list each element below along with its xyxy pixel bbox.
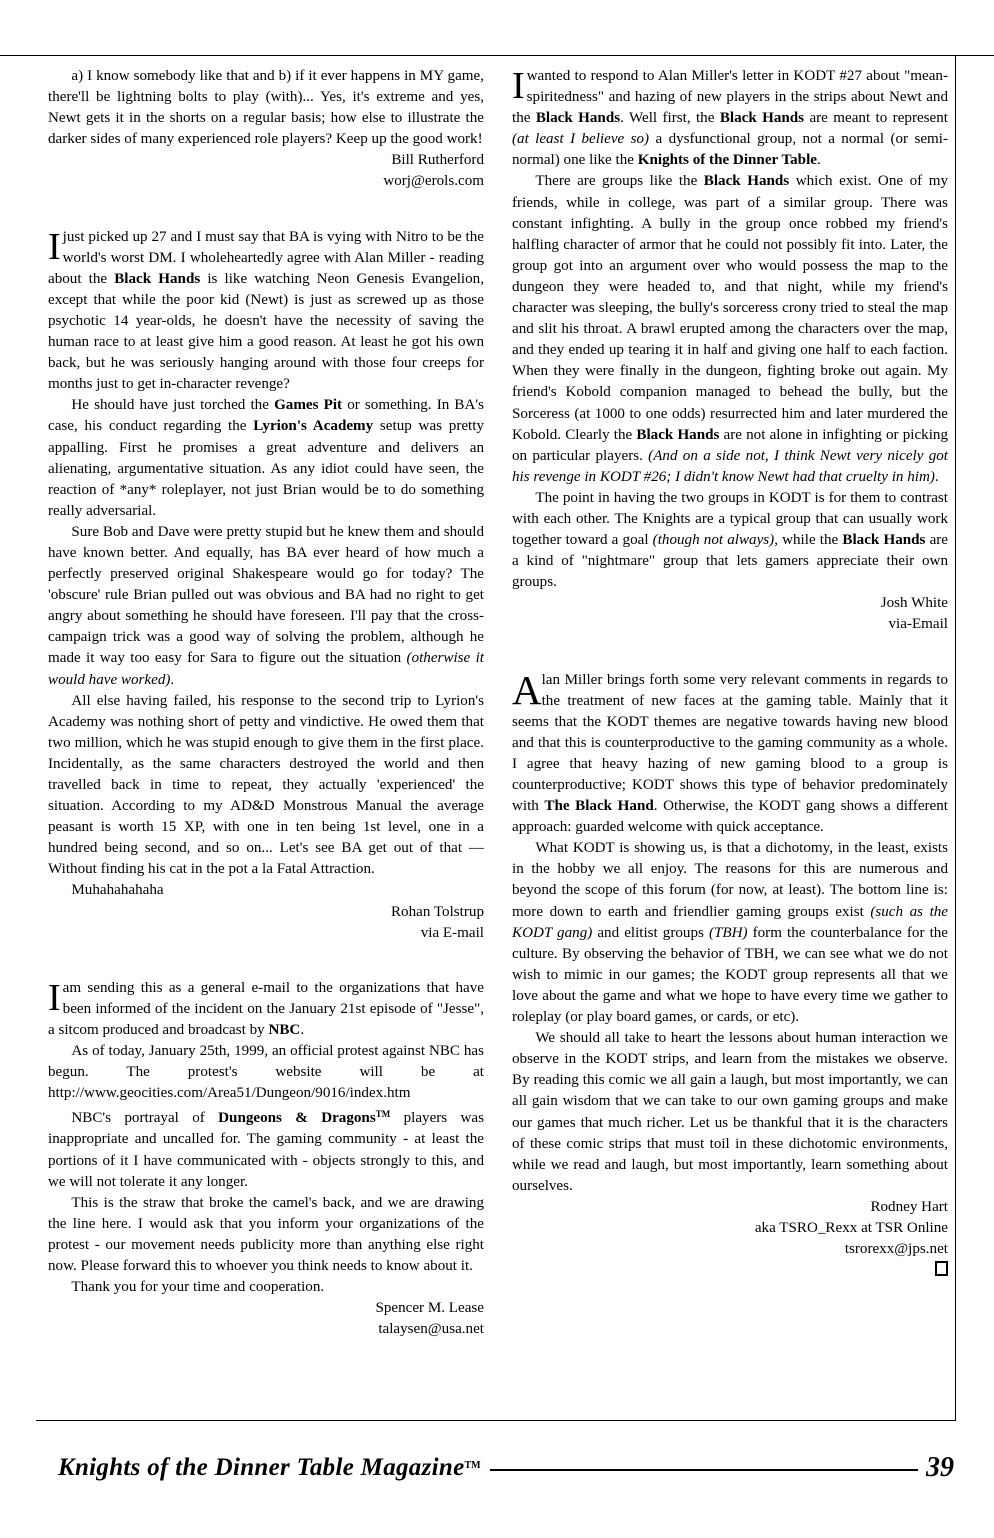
two-column-body — [48, 66, 948, 1416]
text-run: . Well first, the — [620, 110, 720, 127]
signature-email: via E-mail — [420, 924, 484, 941]
letter-separator — [512, 636, 948, 670]
trademark-symbol: TM — [375, 1109, 391, 1120]
magazine-title-text: Knights of the Dinner Table Magazine — [58, 1454, 465, 1481]
paragraph-with-dropcap — [48, 227, 484, 396]
text-run: There are groups like the — [535, 173, 704, 190]
text-run: are not alone in infighting or picking on particular players. — [512, 426, 948, 464]
text-run: . — [934, 468, 939, 485]
signature-handle: aka TSRO_Rexx at TSR Online — [754, 1219, 948, 1236]
text-run: form the counterbalance for the culture. By observing the behavior of TBH, we can see what we do not wish to mimic in our games; the KODT group represents all that we love about the game and what we hope to have every time we gather to roleplay (or play board games, or cards, or etc). — [512, 924, 949, 1026]
bold-term: Black Hands — [842, 532, 926, 549]
paragraph: Muhahahahaha — [71, 882, 164, 899]
dropcap-letter: I — [512, 65, 525, 107]
text-run: . — [300, 1021, 305, 1038]
text-run: players was inappropriate and uncalled for. The gaming community - at least the portions of it I have communicated with - objects strongly to this, and we will not tolerate it any longer. — [48, 1110, 484, 1190]
text-run: are meant to represent — [804, 110, 948, 127]
paragraph-with-dropcap — [48, 978, 484, 1041]
italic-aside: (such as the KODT gang) — [512, 903, 949, 941]
text-run: wanted to respond to Alan Miller's letter in KODT #27 about "mean-spiritedness" and hazing of new players in the strips about Newt and the — [512, 68, 948, 127]
text-run: Sure Bob and Dave were pretty stupid but he knew them and should have known better. And equally, has BA ever heard of how much a perfectly preserved original Shakespeare would go for today? The 'obscure' rule Brian pulled out was obvious and BA had no right to get angry about something he should have foreseen. I'll pay that the cross-campaign trick was a good way of solving the problem, although he made it way too easy for Sara to figure out the situation — [48, 523, 484, 667]
letter-rohan-tolstrup — [48, 227, 484, 944]
text-run: lan Miller brings forth some very relevant comments in regards to the treatment of new faces at the gaming table. Mainly that it seems that the KODT themes are negative towards having new blood and that this is counterproductive to the gaming community as a whole. I agree that heavy hazing of new gaming blood to a group is counterproductive; KODT shows this type of behavior predominately with — [512, 671, 948, 815]
footer-rule — [490, 1469, 918, 1471]
text-run: just picked up 27 and I must say that BA is vying with Nitro to be the world's worst DM. I wholeheartedly agree with Alan Miller - reading about the — [48, 228, 484, 287]
text-run: are a kind of "nightmare" group that lets gamers appreciate their own groups. — [512, 532, 948, 591]
letter-josh-white — [512, 66, 948, 636]
letter-bill-rutherford — [48, 66, 484, 193]
paragraph — [512, 838, 948, 1028]
paragraph: As of today, January 25th, 1999, an official protest against NBC has begun. The protest's website will be at http://www.geocities.com/Area51/Dungeon/9016/index.htm — [48, 1043, 484, 1102]
signature-name: Bill Rutherford — [391, 152, 484, 169]
signature-email: via-Email — [888, 616, 948, 633]
page-number: 39 — [926, 1452, 954, 1483]
paragraph: Thank you for your time and cooperation. — [71, 1279, 325, 1296]
signature-name: Rodney Hart — [870, 1198, 948, 1215]
bold-term: The Black Hand — [544, 798, 654, 815]
bold-term: Black Hands — [535, 110, 621, 127]
paragraph — [512, 488, 948, 593]
bold-term: Games Pit — [274, 397, 343, 414]
paragraph: We should all take to heart the lessons about human interaction we observe in the KODT strips, and learn from the mistakes we observe. By reading this comic we all gain a laugh, but most importantly, we can all gain wisdom that we can take to our own gaming groups and make our games that much richer. Let us be thankful that it is the characters of these comic strips that must toil in these dichotomic environments, while we read and laugh, but most importantly, learn something about ourselves. — [512, 1030, 948, 1194]
paragraph — [48, 522, 484, 691]
signature-name: Josh White — [880, 595, 948, 612]
bold-term: Black Hands — [703, 173, 790, 190]
text-run: He should have just torched the — [71, 397, 275, 414]
magazine-title — [36, 1454, 481, 1482]
right-column — [512, 66, 948, 1416]
bold-term: Knights of the Dinner Table — [637, 152, 817, 169]
text-run: or something. In BA's case, his conduct regarding the — [48, 397, 484, 435]
signature-email: talaysen@usa.net — [378, 1321, 484, 1338]
letter-separator — [48, 193, 484, 227]
text-run: The point in having the two groups in KODT is for them to contrast with each other. The Knights are a typical group that can usually work together toward a goal — [512, 489, 948, 549]
signature-email: worj@erols.com — [383, 173, 484, 190]
paragraph: a) I know somebody like that and b) if it ever happens in MY game, there'll be lightning bolts to play (with)... Yes, it's extreme and yes, Newt gets it in the shorts on a regular basis; how else to illustrate the darker sides of many experienced role players? Keep up the good work! — [48, 68, 484, 148]
paragraph-with-dropcap — [512, 666, 948, 839]
italic-aside: (TBH) — [708, 924, 748, 941]
paragraph — [48, 1104, 484, 1192]
end-of-article-square-icon — [512, 1261, 948, 1280]
bold-term: Black Hands — [719, 110, 805, 127]
paragraph: All else having failed, his response to the second trip to Lyrion's Academy was nothing short of petty and vindictive. He owed them that two million, which he was stupid enough to give them in the first place. Incidentally, as the same characters destroyed the world and then travelled back in time to repeat, they actually 'experienced' the situation. According to my AD&D Monstrous Manual the average peasant is worth 15 XP, with one in ten being 1st level, one in a hundred being second, and so on... Let's see BA get out of that — Without finding his cat in the pot a la Fatal Attraction. — [48, 692, 484, 878]
paragraph — [512, 171, 948, 487]
italic-aside: (And on a side not, I think Newt very nicely got his revenge in KODT #26; I didn't know Newt had that cruelty in him) — [512, 447, 948, 485]
paragraph: This is the straw that broke the camel's back, and we are drawing the line here. I would ask that you inform your organizations of the protest - our movement needs publicity more than anything else right now. Please forward this to whoever you think needs to know about it. — [48, 1194, 484, 1274]
dropcap-letter: I — [48, 976, 61, 1019]
text-run: am sending this as a general e-mail to the organizations that have been informed of the incident on the January 21st episode of "Jesse", a sitcom produced and broadcast by — [48, 979, 484, 1038]
signature-name: Rohan Tolstrup — [390, 903, 484, 920]
letter-spencer-lease — [48, 978, 484, 1341]
paragraph — [48, 395, 484, 522]
bold-term: Black Hands — [636, 426, 720, 443]
bold-term: Lyrion's Academy — [253, 418, 374, 435]
bold-term: NBC — [268, 1021, 301, 1038]
letter-rodney-hart — [512, 666, 949, 1281]
signature-email: tsrorexx@jps.net — [844, 1241, 948, 1258]
text-run: which exist. One of my friends, while in college, was part of a similar group. There was constant infighting. A bully in the group once robbed my friend's halfling character of armor that he could not possibly fit into. Later, the group got into an argument over who would possess the map to the dungeon they were headed to, and that night, while my friend's character was sleeping, the bully's sorceress crony tried to steal the map and slit his throat. A brawl erupted among the characters over the map, and they ended up tearing it in half and giving one half to each faction. When they were finally in the dungeon, fighting broke out again. My friend's Kobold companion managed to behead the bully, but the Sorceress (at 1000 to one odds) resurrected him and later murdered the Kobold. Clearly the — [512, 173, 948, 443]
signature-name: Spencer M. Lease — [375, 1300, 484, 1317]
text-run: NBC's portrayal of — [71, 1110, 219, 1127]
text-run: and elitist groups — [592, 924, 709, 941]
letter-separator — [48, 944, 484, 978]
bold-term: Black Hands — [114, 270, 201, 287]
italic-aside: (at least I believe so) — [512, 131, 650, 148]
text-run: , while the — [774, 532, 843, 549]
italic-aside: (though not always) — [652, 532, 775, 549]
dropcap-letter: A — [512, 666, 542, 713]
text-run: setup was pretty appalling. First he promises a great adventure and delivers an alienating, argumentative situation. As any idiot could have seen, the reaction of *any* roleplayer, not just Brian would be to do something really adversarial. — [48, 418, 484, 519]
text-run: . — [170, 671, 175, 688]
bold-term: Dungeons & Dragons — [218, 1110, 376, 1127]
text-run: . Otherwise, the KODT gang shows a different approach: guarded welcome with quick acceptance. — [512, 798, 948, 836]
text-run: a dysfunctional group, not a normal (or semi-normal) one like the — [512, 131, 948, 169]
text-run: What KODT is showing us, is that a dichotomy, in the least, exists in the hobby we all enjoy. The reasons for this are numerous and beyond the scope of this forum (for now, at least). The bottom line is: more down to earth and friendlier gaming groups exist — [512, 840, 948, 920]
dropcap-letter: I — [48, 225, 61, 268]
text-run: is like watching Neon Genesis Evangelion, except that while the poor kid (Newt) is just as screwed up as those psychotic 14 year-olds, he doesn't have the necessity of saving the human race to at least give him a good reason. At least he got his own back, but he was seriously hanging around with those four creeps for months just to get in-character revenge? — [48, 270, 484, 393]
italic-aside: (otherwise it would have worked) — [48, 650, 484, 688]
page-footer — [36, 1446, 956, 1490]
left-column — [48, 66, 484, 1416]
trademark-symbol: TM — [464, 1460, 481, 1471]
text-run: . — [816, 152, 821, 169]
paragraph-with-dropcap — [512, 66, 948, 171]
